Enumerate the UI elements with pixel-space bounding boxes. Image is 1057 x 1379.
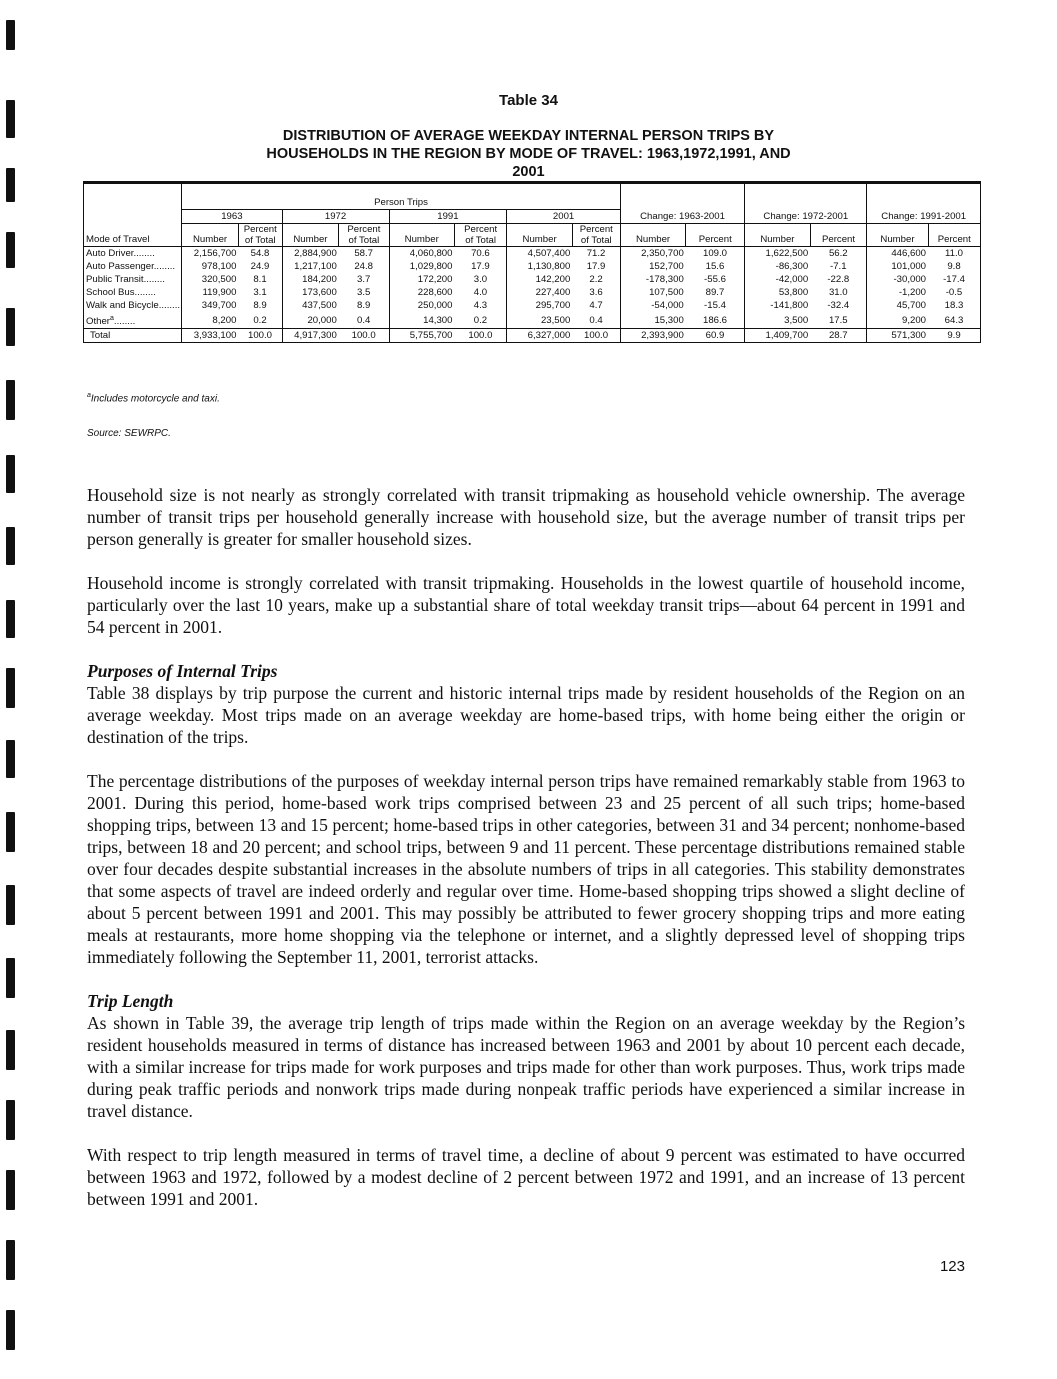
table-cell: -178,300 [620, 273, 685, 286]
table-cell: 0.4 [572, 312, 620, 329]
table-cell: 71.2 [586, 248, 606, 259]
binding-mark [6, 1240, 15, 1280]
table-cell: 1,029,800 [389, 260, 454, 273]
table-cell: 45,700 [867, 299, 928, 312]
mode-cell: Auto Passenger........ [84, 260, 182, 273]
table-cell: 3,500 [745, 312, 810, 329]
header-spacer [867, 184, 981, 210]
table-cell: 4.0 [473, 287, 488, 298]
table-cell: -17.4 [928, 273, 980, 286]
paragraph: Table 38 displays by trip purpose the current and historic internal trips made by resident households of the Region on an average weekday. Most trips made on an average weekday are home-based trips, with home being either the origin or destination of the trips. [87, 683, 965, 747]
table-row [84, 312, 981, 329]
table-cell: 186.6 [686, 312, 745, 329]
table-total-row [84, 329, 981, 343]
table-cell: -32.4 [827, 300, 850, 311]
number-header: Number [507, 224, 572, 247]
total-cell: 3,933,100 [182, 329, 239, 343]
total-label: Total [84, 329, 182, 343]
section-heading: Trip Length [87, 991, 174, 1011]
table-cell: 3.6 [589, 287, 603, 298]
table-cell: 2,156,700 [182, 247, 239, 261]
group-header: Person Trips [182, 184, 621, 210]
table-cell: 1,130,800 [507, 260, 572, 273]
table-cell: 2.2 [589, 274, 603, 285]
mode-cell: Other$^a$........ [84, 312, 182, 329]
table-cell: 0.2 [238, 312, 282, 329]
table-cell: 15,300 [620, 312, 685, 329]
percent-of-total-header: Percent of Total [238, 224, 282, 247]
table-cell: -7.1 [830, 261, 847, 272]
table-cell: 250,000 [389, 299, 454, 312]
year-header-1972: 1972 [282, 210, 389, 224]
paragraph: The percentage distributions of the purposes of weekday internal person trips have remained remarkably stable from 1963 to 2001. During this period, home-based work trips comprised between 23 and 25 percent of all such trips; home-based shopping trips, between 13 and 15 percent; home-based trips in other categories, between 31 and 34 percent; nonhome-based trips, between 18 and 20 percent; and school trips, between 9 and 11 percent. These percentage distributions remained stable over four decades despite substantial increases in the absolute numbers of trips in all categories. This stability demonstrates that some aspects of travel are indeed orderly and regular over time. Home-based shopping trips showed a slight decline of about 5 percent between 1991 and 2001. This may possibly be attributed to fewer grocery shopping trips and more eating meals at restaurants, more home shopping via the telephone or internet, and a slightly depressed level of shopping trips immediately following the September 11, 2001, terrorist attacks. [87, 771, 965, 967]
table-cell: 24.8 [354, 261, 373, 272]
total-cell: 28.7 [810, 329, 867, 343]
change-header-1991-2001: Change: 1991-2001 [867, 210, 981, 224]
table-body [84, 247, 981, 329]
percent-of-total-header: Percent of Total [339, 224, 389, 247]
table-cell: -42,000 [745, 273, 810, 286]
table-cell: 4.3 [473, 300, 488, 311]
table-cell: 56.2 [828, 248, 848, 259]
header-spacer [745, 184, 867, 210]
total-cell: 100.0 [339, 329, 389, 343]
table-cell: 31.0 [828, 287, 848, 298]
table-cell: -15.4 [704, 300, 726, 311]
percent-header: Percent [810, 224, 867, 247]
table-row [84, 247, 981, 261]
table-cell: -30,000 [867, 273, 928, 286]
table-cell: 17.9 [586, 261, 606, 272]
binding-mark [6, 740, 15, 778]
table-cell: -55.6 [704, 274, 726, 285]
table-cell: 89.7 [705, 287, 725, 298]
number-header: Number [867, 224, 928, 247]
mode-cell: Auto Driver........ [84, 247, 182, 261]
total-cell: 9.9 [928, 329, 980, 343]
total-cell: 1,409,700 [745, 329, 810, 343]
table-cell: 446,600 [867, 247, 928, 261]
table-cell: -0.5 [928, 286, 980, 299]
total-cell: 60.9 [686, 329, 745, 343]
number-header: Number [389, 224, 454, 247]
mode-cell: Walk and Bicycle........ [84, 299, 182, 312]
table-cell: 58.7 [354, 248, 373, 259]
binding-mark [6, 380, 15, 420]
binding-mark [6, 958, 15, 998]
binding-mark [6, 455, 15, 493]
binding-mark [6, 600, 15, 638]
paragraph: With respect to trip length measured in terms of travel time, a decline of about 9 percent was estimated to have occurred between 1963 and 1972, followed by a modest decline of 2 percent between 1972 and 1991, and an increase of 13 percent between 1991 and 2001. [87, 1145, 965, 1209]
table-cell: 1,217,100 [282, 260, 339, 273]
table-cell: 978,100 [182, 260, 239, 273]
table-cell: -86,300 [745, 260, 810, 273]
table-cell: 4.7 [589, 300, 603, 311]
binding-mark [6, 1170, 15, 1210]
data-table [83, 184, 981, 343]
table-cell: 17.9 [471, 261, 490, 272]
table-source: Source: SEWRPC. [87, 428, 171, 439]
total-cell: 100.0 [572, 329, 620, 343]
table-cell: 184,200 [282, 273, 339, 286]
header-spacer [84, 210, 182, 224]
year-header-1991: 1991 [389, 210, 507, 224]
year-header-2001: 2001 [507, 210, 620, 224]
total-cell: 6,327,000 [507, 329, 572, 343]
table-cell: 3.7 [356, 274, 371, 285]
change-header-1963-2001: Change: 1963-2001 [620, 210, 744, 224]
body-text [87, 484, 965, 1232]
table-cell: 1,622,500 [745, 247, 810, 261]
mode-header: Mode of Travel [84, 224, 182, 247]
table-cell: 227,400 [507, 286, 572, 299]
change-header-1972-2001: Change: 1972-2001 [745, 210, 867, 224]
total-cell: 4,917,300 [282, 329, 339, 343]
table-cell: 8.1 [253, 274, 267, 285]
percent-header: Percent [928, 224, 980, 247]
total-cell: 100.0 [454, 329, 506, 343]
table-cell: 0.4 [339, 312, 389, 329]
table-cell: 24.9 [250, 261, 270, 272]
table-cell: 2,350,700 [620, 247, 685, 261]
year-header-1963: 1963 [182, 210, 282, 224]
table-cell: 15.6 [705, 261, 725, 272]
paragraph: Household size is not nearly as strongly correlated with transit tripmaking as household vehicle ownership. The average number of transit trips per household generally increase with household size, but the average number of transit trips per person generally is greater for smaller household sizes. [87, 485, 965, 549]
table-cell: 4,507,400 [507, 247, 572, 261]
number-header: Number [620, 224, 685, 247]
table-cell: 295,700 [507, 299, 572, 312]
table-cell: 2,884,900 [282, 247, 339, 261]
number-header: Number [182, 224, 239, 247]
table-cell: 23,500 [507, 312, 572, 329]
binding-mark [6, 20, 15, 50]
footnote-text: Includes motorcycle and taxi. [90, 393, 220, 405]
page-number: 123 [939, 1258, 965, 1275]
total-cell: 5,755,700 [389, 329, 454, 343]
table-cell: 119,900 [182, 286, 239, 299]
table-title-text: DISTRIBUTION OF AVERAGE WEEKDAY INTERNAL PERSON TRIPS BY HOUSEHOLDS IN THE REGION BY MODE OF TRAVEL: 1963,1972,1991, AND 2001 [266, 128, 791, 180]
table-row [84, 273, 981, 286]
binding-mark [6, 1030, 15, 1070]
table-cell: 3.5 [356, 287, 371, 298]
paragraph: As shown in Table 39, the average trip length of trips made within the Region on an average weekday by the Region’s resident households measured in terms of distance has increased between 1963 and 2001 by about 10 percent each decade, with a similar increase for trips made for work purposes and trips made for other than work purposes. Thus, work trips made during peak traffic periods and nonwork trips made during nonpeak traffic periods have experienced a similar increase in travel distance. [87, 1013, 965, 1121]
table-cell: 8.9 [356, 300, 371, 311]
table-label: Table 34 [499, 92, 558, 109]
number-header: Number [282, 224, 339, 247]
table-cell: 70.6 [471, 248, 490, 259]
header-spacer [84, 184, 182, 210]
table-cell: 228,600 [389, 286, 454, 299]
table-cell: 349,700 [182, 299, 239, 312]
table-cell: 437,500 [282, 299, 339, 312]
total-cell: 100.0 [238, 329, 282, 343]
binding-mark [6, 885, 15, 925]
binding-edge [0, 0, 40, 1379]
table-row [84, 260, 981, 273]
table-cell: 8.9 [253, 300, 267, 311]
table-cell: -54,000 [620, 299, 685, 312]
table-cell: 20,000 [282, 312, 339, 329]
table-cell: 173,600 [282, 286, 339, 299]
table-footnote [87, 392, 220, 404]
percent-of-total-header: Percent of Total [454, 224, 506, 247]
table-cell: 152,700 [620, 260, 685, 273]
table-cell: 107,500 [620, 286, 685, 299]
header-spacer [620, 184, 744, 210]
table-title [0, 127, 1057, 181]
table-cell: 4,060,800 [389, 247, 454, 261]
table-cell: 53,800 [745, 286, 810, 299]
total-cell: 2,393,900 [620, 329, 685, 343]
binding-mark [6, 527, 15, 565]
table-cell: 14,300 [389, 312, 454, 329]
table-row [84, 286, 981, 299]
mode-cell: Public Transit........ [84, 273, 182, 286]
table-cell: 9,200 [867, 312, 928, 329]
binding-mark [6, 812, 15, 852]
table-cell: 320,500 [182, 273, 239, 286]
table-row [84, 299, 981, 312]
table-cell: 101,000 [867, 260, 928, 273]
table-cell: 54.8 [250, 248, 270, 259]
binding-mark [6, 668, 15, 708]
table-cell: -141,800 [745, 299, 810, 312]
table-cell: 172,200 [389, 273, 454, 286]
table-cell: 8,200 [182, 312, 239, 329]
table-cell: 18.3 [928, 299, 980, 312]
table-cell: 64.3 [928, 312, 980, 329]
paragraph: Household income is strongly correlated with transit tripmaking. Households in the lowest quartile of household income, particularly over the last 10 years, make up a substantial share of total weekday transit trips—about 64 percent in 1991 and 54 percent in 2001. [87, 573, 965, 637]
table-cell: 17.5 [810, 312, 867, 329]
table-cell: 11.0 [928, 247, 980, 261]
binding-mark [6, 308, 15, 346]
number-header: Number [745, 224, 810, 247]
binding-mark [6, 1100, 15, 1140]
binding-mark [6, 1310, 15, 1350]
mode-cell: School Bus........ [84, 286, 182, 299]
percent-header: Percent [686, 224, 745, 247]
table-cell: 3.0 [473, 274, 488, 285]
table-cell: -22.8 [827, 274, 850, 285]
footnote-marker: a [87, 392, 91, 399]
table-cell: -1,200 [867, 286, 928, 299]
total-cell: 571,300 [867, 329, 928, 343]
section-heading: Purposes of Internal Trips [87, 661, 278, 681]
table-cell: 109.0 [702, 248, 727, 259]
data-table-container [83, 181, 981, 343]
binding-mark [6, 232, 15, 268]
table-cell: 3.1 [253, 287, 267, 298]
table-cell: 0.2 [454, 312, 506, 329]
table-cell: 142,200 [507, 273, 572, 286]
table-cell: 9.8 [928, 260, 980, 273]
percent-of-total-header: Percent of Total [572, 224, 620, 247]
